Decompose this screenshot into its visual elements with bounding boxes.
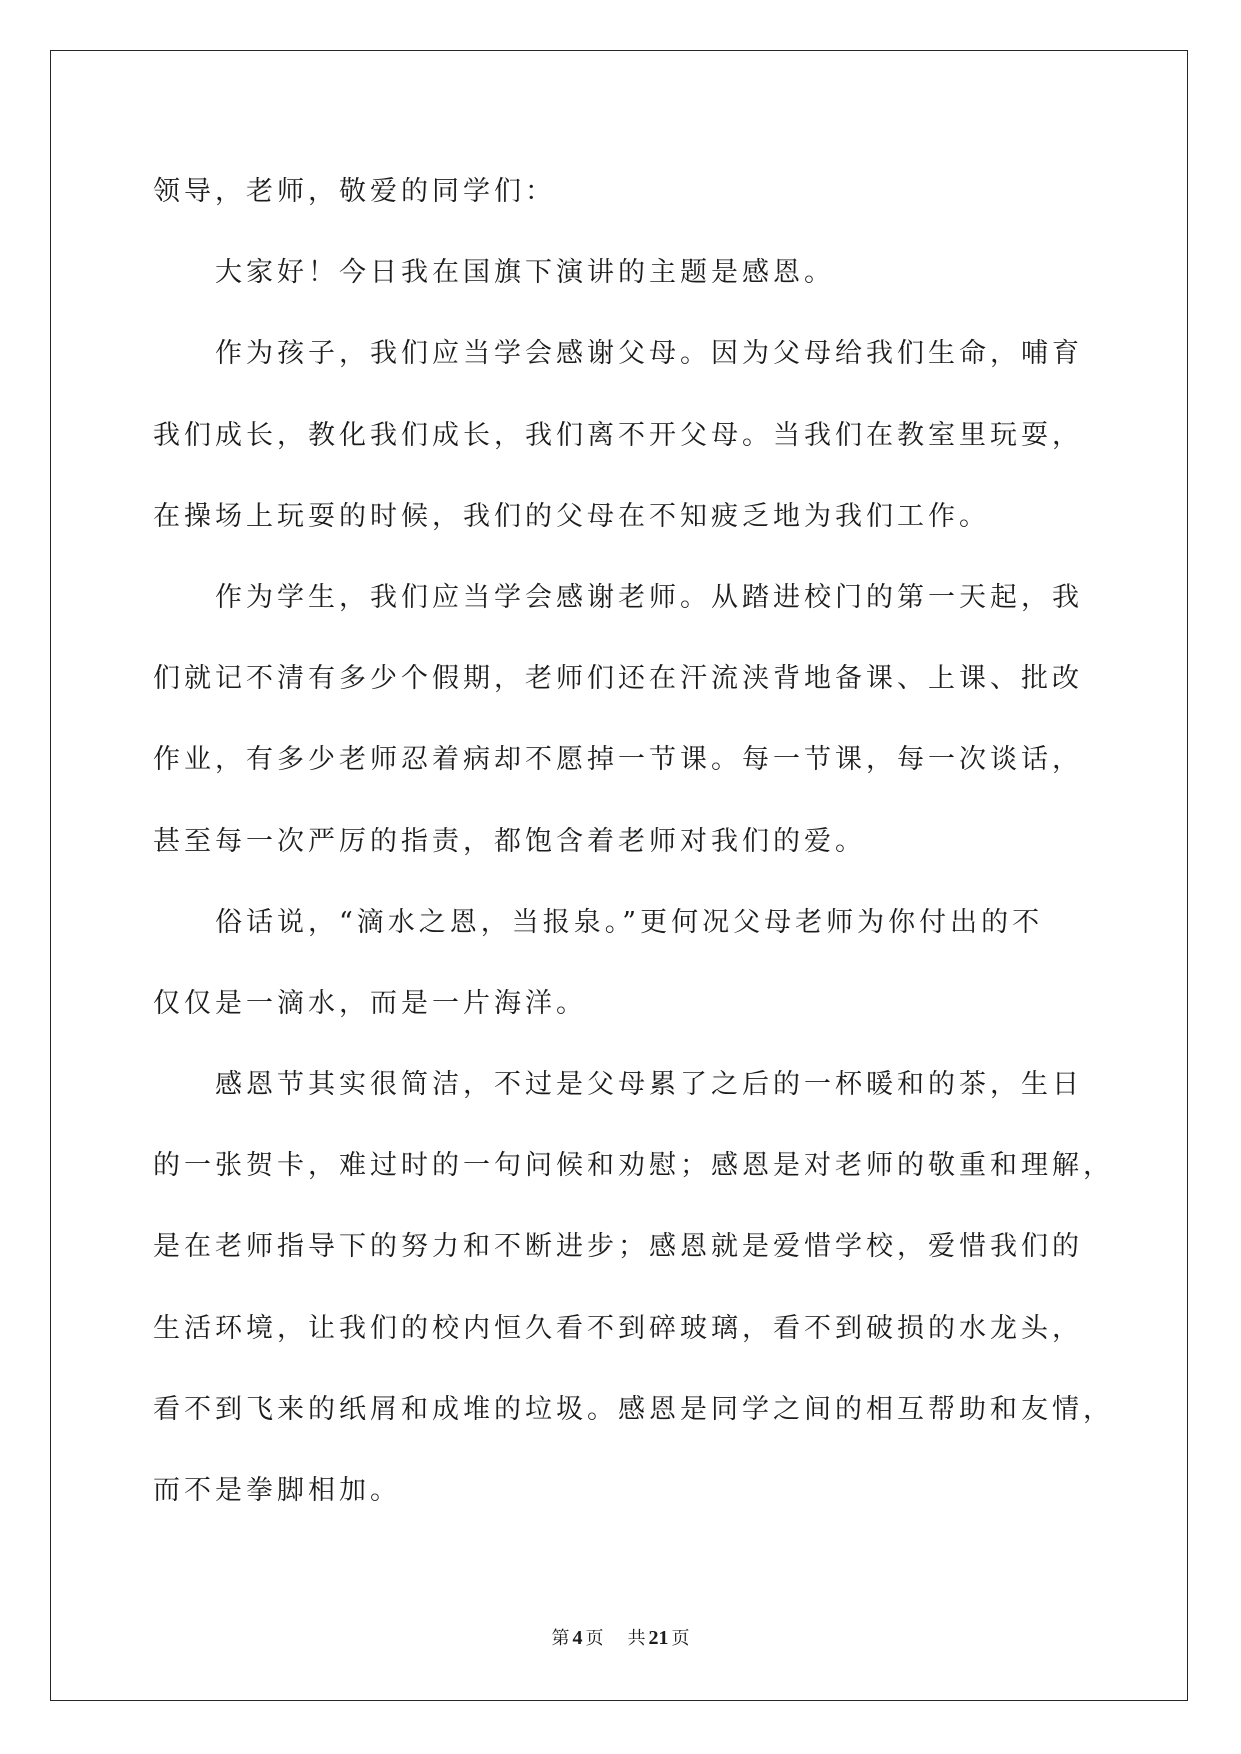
paragraph-salutation bbox=[153, 151, 1163, 232]
text-line: 作业，有多少老师忍着病却不愿掉一节课。每一节课，每一次谈话， bbox=[153, 744, 1083, 776]
text-line: 领导，老师，敬爱的同学们： bbox=[153, 176, 556, 207]
text-line: 看不到飞来的纸屑和成堆的垃圾。感恩是同学之间的相互帮助和友情， bbox=[153, 1393, 1114, 1425]
paragraph-parents bbox=[153, 313, 1163, 557]
paragraph-thanksgiving bbox=[153, 1044, 1163, 1531]
text-line: 们就记不清有多少个假期，老师们还在汗流浃背地备课、上课、批改 bbox=[153, 663, 1083, 695]
total-suffix: 页 bbox=[671, 1628, 690, 1649]
text-line: 俗话说，“滴水之恩，当报泉。”更何况父母老师为你付出的不 bbox=[215, 906, 1044, 938]
paragraph-proverb bbox=[153, 882, 1163, 1044]
text-line: 作为孩子，我们应当学会感谢父母。因为父母给我们生命，哺育 bbox=[215, 338, 1083, 370]
paragraph-greeting bbox=[153, 232, 1163, 313]
text-line: 感恩节其实很简洁，不过是父母累了之后的一杯暖和的茶，生日 bbox=[215, 1069, 1083, 1101]
text-line: 而不是拳脚相加。 bbox=[153, 1475, 401, 1506]
text-line: 是在老师指导下的努力和不断进步；感恩就是爱惜学校，爱惜我们的 bbox=[153, 1231, 1083, 1263]
text-line: 大家好！今日我在国旗下演讲的主题是感恩。 bbox=[215, 257, 835, 289]
document-body bbox=[153, 151, 1163, 1531]
page-suffix: 页 bbox=[585, 1628, 604, 1649]
page-indicator bbox=[552, 1628, 604, 1649]
text-line: 甚至每一次严厉的指责，都饱含着老师对我们的爱。 bbox=[153, 825, 866, 857]
text-line: 在操场上玩耍的时候，我们的父母在不知疲乏地为我们工作。 bbox=[153, 500, 990, 532]
page-prefix: 第 bbox=[551, 1628, 570, 1649]
total-pages-number: 21 bbox=[648, 1627, 669, 1649]
text-line: 仅仅是一滴水，而是一片海洋。 bbox=[153, 987, 587, 1019]
text-line: 作为学生，我们应当学会感谢老师。从踏进校门的第一天起，我 bbox=[215, 581, 1083, 613]
text-line: 的一张贺卡，难过时的一句问候和劝慰；感恩是对老师的敬重和理解， bbox=[153, 1150, 1114, 1182]
text-line: 生活环境，让我们的校内恒久看不到碎玻璃，看不到破损的水龙头， bbox=[153, 1312, 1083, 1344]
total-pages-indicator bbox=[628, 1628, 690, 1649]
total-prefix: 共 bbox=[627, 1628, 646, 1649]
text-line: 我们成长，教化我们成长，我们离不开父母。当我们在教室里玩耍， bbox=[153, 419, 1083, 451]
page-footer bbox=[0, 1626, 1241, 1651]
paragraph-teachers bbox=[153, 557, 1163, 882]
page-number: 4 bbox=[572, 1627, 583, 1649]
